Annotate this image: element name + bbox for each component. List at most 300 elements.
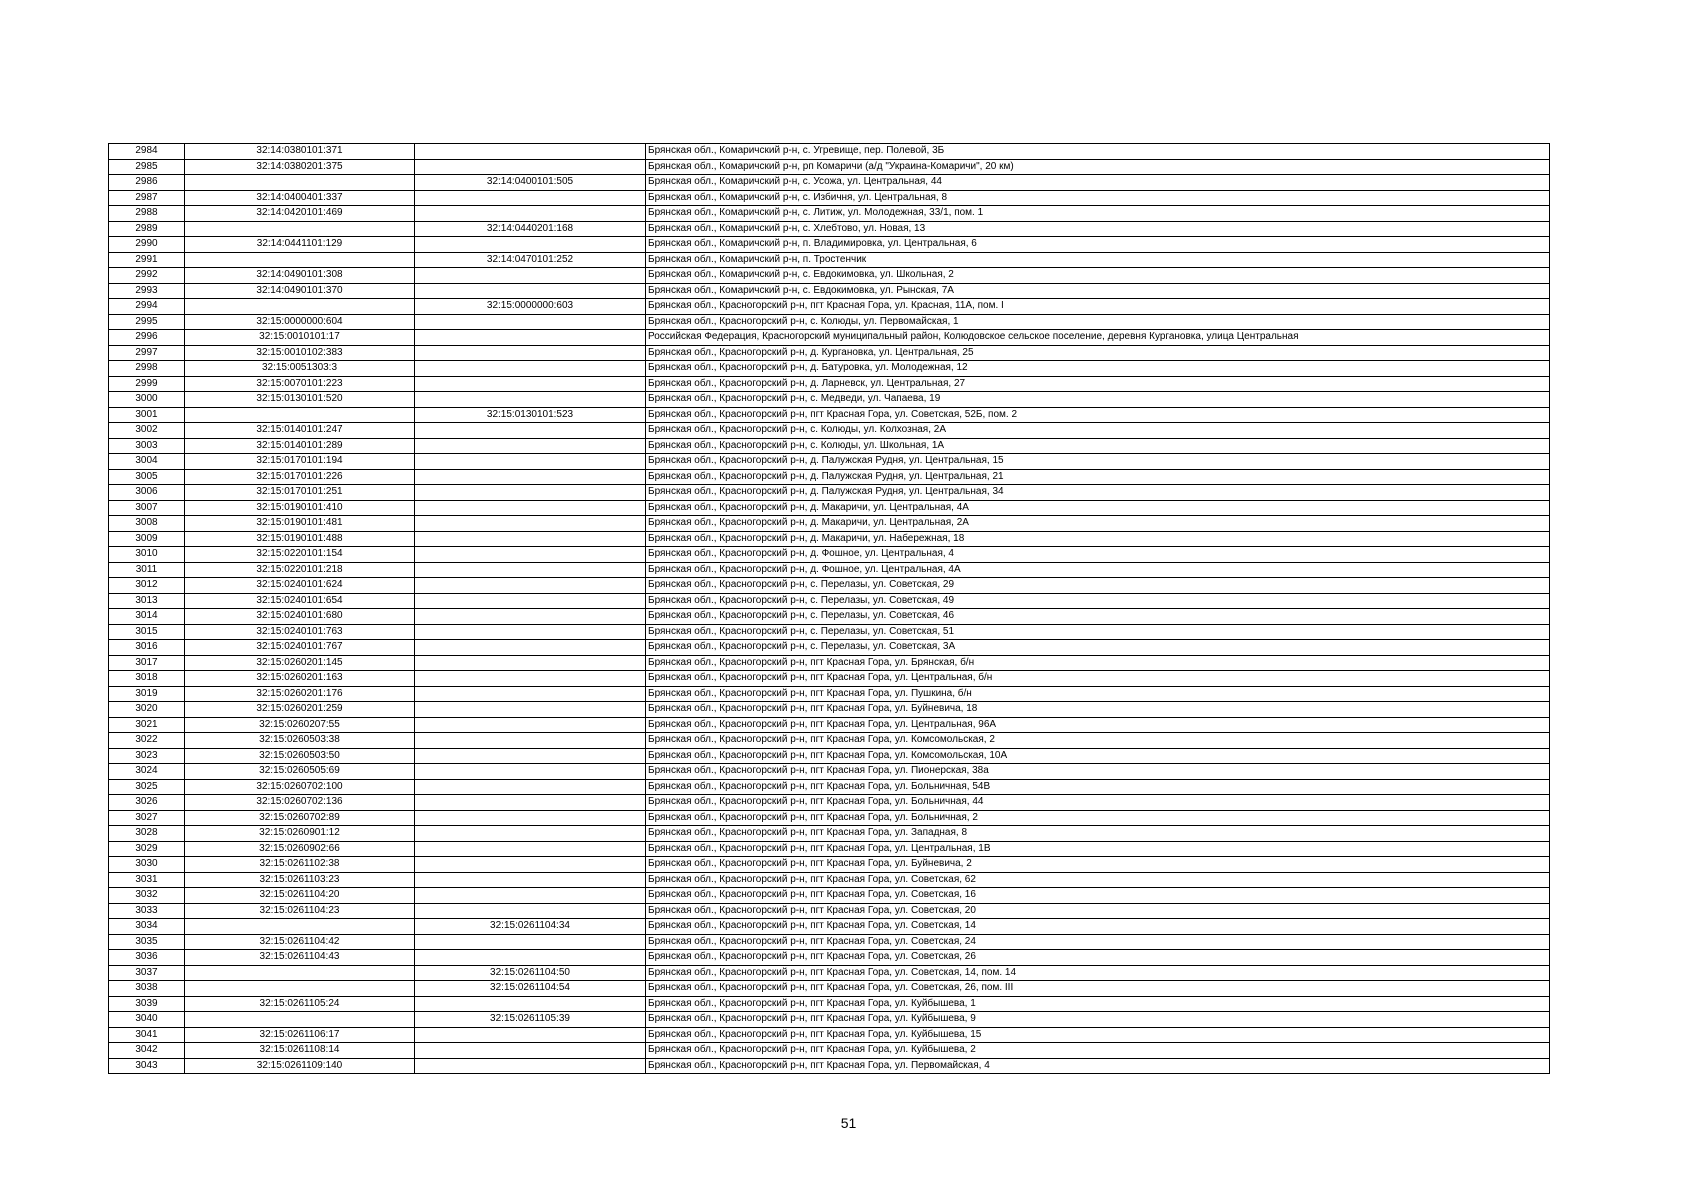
address-cell: Брянская обл., Красногорский р-н, пгт Красная Гора, ул. Советская, 14 bbox=[646, 919, 1550, 935]
cadastral-number-alt-cell bbox=[415, 392, 646, 408]
cadastral-number-cell: 32:15:0220101:218 bbox=[185, 562, 415, 578]
table-row bbox=[109, 283, 1550, 299]
cadastral-number-alt-cell bbox=[415, 423, 646, 439]
cadastral-number-alt-cell: 32:15:0261104:54 bbox=[415, 981, 646, 997]
cadastral-number-alt-cell bbox=[415, 810, 646, 826]
cadastral-number-alt-cell bbox=[415, 888, 646, 904]
cadastral-number-cell: 32:15:0260702:136 bbox=[185, 795, 415, 811]
row-number-cell: 3020 bbox=[109, 702, 185, 718]
cadastral-number-alt-cell bbox=[415, 500, 646, 516]
row-number-cell: 3032 bbox=[109, 888, 185, 904]
cadastral-number-alt-cell bbox=[415, 454, 646, 470]
cadastral-number-cell: 32:15:0170101:251 bbox=[185, 485, 415, 501]
row-number-cell: 3033 bbox=[109, 903, 185, 919]
address-cell: Брянская обл., Комаричский р-н, п. Владимировка, ул. Центральная, 6 bbox=[646, 237, 1550, 253]
cadastral-number-cell: 32:15:0260503:38 bbox=[185, 733, 415, 749]
table-row bbox=[109, 159, 1550, 175]
cadastral-number-alt-cell bbox=[415, 903, 646, 919]
address-cell: Брянская обл., Красногорский р-н, пгт Красная Гора, ул. Советская, 26 bbox=[646, 950, 1550, 966]
table-row bbox=[109, 733, 1550, 749]
address-cell: Брянская обл., Красногорский р-н, д. Ларневск, ул. Центральная, 27 bbox=[646, 376, 1550, 392]
cadastral-number-alt-cell bbox=[415, 934, 646, 950]
row-number-cell: 3005 bbox=[109, 469, 185, 485]
row-number-cell: 3037 bbox=[109, 965, 185, 981]
cadastral-number-alt-cell bbox=[415, 748, 646, 764]
cadastral-number-cell: 32:15:0260201:176 bbox=[185, 686, 415, 702]
cadastral-number-alt-cell bbox=[415, 283, 646, 299]
cadastral-number-cell: 32:15:0170101:194 bbox=[185, 454, 415, 470]
cadastral-number-cell bbox=[185, 981, 415, 997]
row-number-cell: 2987 bbox=[109, 190, 185, 206]
address-cell: Брянская обл., Красногорский р-н, пгт Красная Гора, ул. Куйбышева, 15 bbox=[646, 1027, 1550, 1043]
address-cell: Брянская обл., Красногорский р-н, пгт Красная Гора, ул. Куйбышева, 2 bbox=[646, 1043, 1550, 1059]
address-cell: Брянская обл., Красногорский р-н, пгт Красная Гора, ул. Брянская, б/н bbox=[646, 655, 1550, 671]
table-row bbox=[109, 624, 1550, 640]
table-row bbox=[109, 1027, 1550, 1043]
row-number-cell: 3030 bbox=[109, 857, 185, 873]
cadastral-number-alt-cell bbox=[415, 996, 646, 1012]
address-cell: Брянская обл., Красногорский р-н, пгт Красная Гора, ул. Советская, 16 bbox=[646, 888, 1550, 904]
row-number-cell: 2988 bbox=[109, 206, 185, 222]
cadastral-number-alt-cell bbox=[415, 857, 646, 873]
address-cell: Брянская обл., Комаричский р-н, с. Литиж, ул. Молодежная, 33/1, пом. 1 bbox=[646, 206, 1550, 222]
cadastral-number-cell: 32:15:0070101:223 bbox=[185, 376, 415, 392]
cadastral-number-cell: 32:15:0260201:145 bbox=[185, 655, 415, 671]
row-number-cell: 3004 bbox=[109, 454, 185, 470]
row-number-cell: 3040 bbox=[109, 1012, 185, 1028]
address-cell: Брянская обл., Красногорский р-н, пгт Красная Гора, ул. Куйбышева, 1 bbox=[646, 996, 1550, 1012]
table-row bbox=[109, 516, 1550, 532]
cadastral-number-alt-cell bbox=[415, 795, 646, 811]
cadastral-number-alt-cell bbox=[415, 516, 646, 532]
row-number-cell: 3016 bbox=[109, 640, 185, 656]
cadastral-number-alt-cell bbox=[415, 1058, 646, 1074]
table-row bbox=[109, 748, 1550, 764]
address-cell: Брянская обл., Красногорский р-н, д. Кургановка, ул. Центральная, 25 bbox=[646, 345, 1550, 361]
cadastral-number-alt-cell bbox=[415, 702, 646, 718]
table-row bbox=[109, 221, 1550, 237]
cadastral-number-alt-cell bbox=[415, 206, 646, 222]
table-row bbox=[109, 919, 1550, 935]
table-row bbox=[109, 175, 1550, 191]
table-row bbox=[109, 609, 1550, 625]
cadastral-number-cell: 32:15:0220101:154 bbox=[185, 547, 415, 563]
address-cell: Брянская обл., Красногорский р-н, с. Колюды, ул. Первомайская, 1 bbox=[646, 314, 1550, 330]
row-number-cell: 3008 bbox=[109, 516, 185, 532]
address-cell: Брянская обл., Красногорский р-н, пгт Красная Гора, ул. Центральная, б/н bbox=[646, 671, 1550, 687]
cadastral-number-cell: 32:15:0170101:226 bbox=[185, 469, 415, 485]
row-number-cell: 2991 bbox=[109, 252, 185, 268]
cadastral-number-cell: 32:15:0010101:17 bbox=[185, 330, 415, 346]
cadastral-number-cell: 32:15:0261103:23 bbox=[185, 872, 415, 888]
table-row bbox=[109, 299, 1550, 315]
cadastral-number-alt-cell: 32:15:0130101:523 bbox=[415, 407, 646, 423]
row-number-cell: 3022 bbox=[109, 733, 185, 749]
table-row bbox=[109, 640, 1550, 656]
address-cell: Брянская обл., Красногорский р-н, с. Перелазы, ул. Советская, 3А bbox=[646, 640, 1550, 656]
row-number-cell: 3014 bbox=[109, 609, 185, 625]
address-cell: Брянская обл., Комаричский р-н, с. Угревище, пер. Полевой, 3Б bbox=[646, 144, 1550, 160]
cadastral-number-cell: 32:14:0441101:129 bbox=[185, 237, 415, 253]
cadastral-number-alt-cell: 32:14:0400101:505 bbox=[415, 175, 646, 191]
cadastral-number-cell: 32:15:0051303:3 bbox=[185, 361, 415, 377]
cadastral-number-alt-cell bbox=[415, 717, 646, 733]
row-number-cell: 3007 bbox=[109, 500, 185, 516]
row-number-cell: 2992 bbox=[109, 268, 185, 284]
address-cell: Брянская обл., Красногорский р-н, пгт Красная Гора, ул. Пионерская, 38а bbox=[646, 764, 1550, 780]
row-number-cell: 3041 bbox=[109, 1027, 185, 1043]
cadastral-number-cell: 32:15:0260902:66 bbox=[185, 841, 415, 857]
address-cell: Брянская обл., Красногорский р-н, д. Макаричи, ул. Центральная, 4А bbox=[646, 500, 1550, 516]
table-row bbox=[109, 376, 1550, 392]
cadastral-number-cell: 32:15:0260702:89 bbox=[185, 810, 415, 826]
address-cell: Брянская обл., Комаричский р-н, рп Комаричи (а/д "Украина-Комаричи", 20 км) bbox=[646, 159, 1550, 175]
table-row bbox=[109, 237, 1550, 253]
cadastral-number-alt-cell bbox=[415, 361, 646, 377]
row-number-cell: 3025 bbox=[109, 779, 185, 795]
address-cell: Брянская обл., Комаричский р-н, п. Тростенчик bbox=[646, 252, 1550, 268]
table-row bbox=[109, 485, 1550, 501]
cadastral-number-alt-cell bbox=[415, 578, 646, 594]
row-number-cell: 3026 bbox=[109, 795, 185, 811]
cadastral-number-cell: 32:15:0260503:50 bbox=[185, 748, 415, 764]
cadastral-number-alt-cell bbox=[415, 144, 646, 160]
cadastral-number-cell: 32:15:0261106:17 bbox=[185, 1027, 415, 1043]
table-row bbox=[109, 996, 1550, 1012]
cadastral-number-cell: 32:15:0260201:259 bbox=[185, 702, 415, 718]
table-row bbox=[109, 407, 1550, 423]
row-number-cell: 3012 bbox=[109, 578, 185, 594]
cadastral-number-alt-cell bbox=[415, 345, 646, 361]
table-row bbox=[109, 934, 1550, 950]
table-row bbox=[109, 454, 1550, 470]
cadastral-number-cell: 32:15:0261104:20 bbox=[185, 888, 415, 904]
cadastral-number-alt-cell bbox=[415, 872, 646, 888]
row-number-cell: 2993 bbox=[109, 283, 185, 299]
table-row bbox=[109, 361, 1550, 377]
cadastral-number-alt-cell bbox=[415, 330, 646, 346]
table-row bbox=[109, 764, 1550, 780]
cadastral-number-cell: 32:14:0490101:308 bbox=[185, 268, 415, 284]
cadastral-number-alt-cell bbox=[415, 159, 646, 175]
cadastral-number-cell: 32:14:0420101:469 bbox=[185, 206, 415, 222]
row-number-cell: 3010 bbox=[109, 547, 185, 563]
table-row bbox=[109, 423, 1550, 439]
address-cell: Брянская обл., Красногорский р-н, д. Макаричи, ул. Центральная, 2А bbox=[646, 516, 1550, 532]
cadastral-number-alt-cell bbox=[415, 547, 646, 563]
cadastral-number-cell: 32:15:0261104:23 bbox=[185, 903, 415, 919]
address-cell: Брянская обл., Красногорский р-н, пгт Красная Гора, ул. Советская, 62 bbox=[646, 872, 1550, 888]
address-cell: Брянская обл., Красногорский р-н, пгт Красная Гора, ул. Центральная, 96А bbox=[646, 717, 1550, 733]
address-cell: Брянская обл., Красногорский р-н, с. Перелазы, ул. Советская, 49 bbox=[646, 593, 1550, 609]
table-row bbox=[109, 562, 1550, 578]
table-row bbox=[109, 593, 1550, 609]
table-row bbox=[109, 965, 1550, 981]
cadastral-number-cell: 32:15:0260201:163 bbox=[185, 671, 415, 687]
address-cell: Брянская обл., Красногорский р-н, с. Колюды, ул. Школьная, 1А bbox=[646, 438, 1550, 454]
row-number-cell: 2996 bbox=[109, 330, 185, 346]
table-row bbox=[109, 330, 1550, 346]
address-cell: Брянская обл., Красногорский р-н, пгт Красная Гора, ул. Советская, 52Б, пом. 2 bbox=[646, 407, 1550, 423]
row-number-cell: 3003 bbox=[109, 438, 185, 454]
address-cell: Брянская обл., Красногорский р-н, пгт Красная Гора, ул. Куйбышева, 9 bbox=[646, 1012, 1550, 1028]
row-number-cell: 2999 bbox=[109, 376, 185, 392]
row-number-cell: 3023 bbox=[109, 748, 185, 764]
table-row bbox=[109, 314, 1550, 330]
table-row bbox=[109, 438, 1550, 454]
cadastral-number-cell: 32:15:0000000:604 bbox=[185, 314, 415, 330]
cadastral-number-cell: 32:15:0240101:654 bbox=[185, 593, 415, 609]
cadastral-number-alt-cell bbox=[415, 469, 646, 485]
table-row bbox=[109, 872, 1550, 888]
cadastral-number-cell: 32:15:0010102:383 bbox=[185, 345, 415, 361]
table-row bbox=[109, 500, 1550, 516]
address-cell: Брянская обл., Красногорский р-н, с. Медведи, ул. Чапаева, 19 bbox=[646, 392, 1550, 408]
cadastral-number-cell: 32:15:0240101:767 bbox=[185, 640, 415, 656]
cadastral-number-alt-cell bbox=[415, 562, 646, 578]
cadastral-number-alt-cell bbox=[415, 826, 646, 842]
table-row bbox=[109, 547, 1550, 563]
address-cell: Брянская обл., Красногорский р-н, д. Макаричи, ул. Набережная, 18 bbox=[646, 531, 1550, 547]
table-row bbox=[109, 810, 1550, 826]
row-number-cell: 2998 bbox=[109, 361, 185, 377]
address-cell: Брянская обл., Красногорский р-н, пгт Красная Гора, ул. Больничная, 54В bbox=[646, 779, 1550, 795]
row-number-cell: 2989 bbox=[109, 221, 185, 237]
row-number-cell: 2990 bbox=[109, 237, 185, 253]
cadastral-number-alt-cell bbox=[415, 779, 646, 795]
table-row bbox=[109, 888, 1550, 904]
address-cell: Брянская обл., Красногорский р-н, пгт Красная Гора, ул. Буйневича, 2 bbox=[646, 857, 1550, 873]
row-number-cell: 3015 bbox=[109, 624, 185, 640]
table-row bbox=[109, 392, 1550, 408]
row-number-cell: 3024 bbox=[109, 764, 185, 780]
cadastral-number-alt-cell bbox=[415, 609, 646, 625]
address-cell: Брянская обл., Красногорский р-н, д. Палужская Рудня, ул. Центральная, 21 bbox=[646, 469, 1550, 485]
address-cell: Брянская обл., Комаричский р-н, с. Избичня, ул. Центральная, 8 bbox=[646, 190, 1550, 206]
address-cell: Брянская обл., Красногорский р-н, пгт Красная Гора, ул. Первомайская, 4 bbox=[646, 1058, 1550, 1074]
address-cell: Брянская обл., Красногорский р-н, с. Перелазы, ул. Советская, 51 bbox=[646, 624, 1550, 640]
cadastral-number-alt-cell bbox=[415, 268, 646, 284]
table-row bbox=[109, 950, 1550, 966]
row-number-cell: 2986 bbox=[109, 175, 185, 191]
address-cell: Российская Федерация, Красногорский муниципальный район, Колюдовское сельское поселение, деревня Кургановка, улица Центральная bbox=[646, 330, 1550, 346]
row-number-cell: 3031 bbox=[109, 872, 185, 888]
address-cell: Брянская обл., Красногорский р-н, пгт Красная Гора, ул. Центральная, 1В bbox=[646, 841, 1550, 857]
row-number-cell: 3035 bbox=[109, 934, 185, 950]
cadastral-number-cell bbox=[185, 407, 415, 423]
table-row bbox=[109, 144, 1550, 160]
row-number-cell: 2984 bbox=[109, 144, 185, 160]
address-cell: Брянская обл., Красногорский р-н, пгт Красная Гора, ул. Больничная, 44 bbox=[646, 795, 1550, 811]
row-number-cell: 3034 bbox=[109, 919, 185, 935]
address-cell: Брянская обл., Красногорский р-н, пгт Красная Гора, ул. Комсомольская, 2 bbox=[646, 733, 1550, 749]
cadastral-number-cell: 32:15:0261108:14 bbox=[185, 1043, 415, 1059]
address-cell: Брянская обл., Красногорский р-н, пгт Красная Гора, ул. Советская, 20 bbox=[646, 903, 1550, 919]
cadastral-number-cell: 32:15:0190101:410 bbox=[185, 500, 415, 516]
cadastral-number-cell: 32:15:0260901:12 bbox=[185, 826, 415, 842]
table-row bbox=[109, 702, 1550, 718]
cadastral-number-alt-cell: 32:14:0470101:252 bbox=[415, 252, 646, 268]
cadastral-number-cell: 32:15:0240101:624 bbox=[185, 578, 415, 594]
cadastral-number-cell bbox=[185, 175, 415, 191]
cadastral-number-cell bbox=[185, 221, 415, 237]
cadastral-number-cell: 32:14:0400401:337 bbox=[185, 190, 415, 206]
row-number-cell: 3018 bbox=[109, 671, 185, 687]
row-number-cell: 3001 bbox=[109, 407, 185, 423]
address-cell: Брянская обл., Красногорский р-н, д. Палужская Рудня, ул. Центральная, 34 bbox=[646, 485, 1550, 501]
address-cell: Брянская обл., Красногорский р-н, с. Перелазы, ул. Советская, 29 bbox=[646, 578, 1550, 594]
row-number-cell: 2994 bbox=[109, 299, 185, 315]
table-row bbox=[109, 252, 1550, 268]
address-cell: Брянская обл., Комаричский р-н, с. Евдокимовка, ул. Школьная, 2 bbox=[646, 268, 1550, 284]
cadastral-number-alt-cell bbox=[415, 686, 646, 702]
row-number-cell: 3043 bbox=[109, 1058, 185, 1074]
table-row bbox=[109, 578, 1550, 594]
table-row bbox=[109, 671, 1550, 687]
address-cell: Брянская обл., Красногорский р-н, с. Перелазы, ул. Советская, 46 bbox=[646, 609, 1550, 625]
table-row bbox=[109, 686, 1550, 702]
address-cell: Брянская обл., Красногорский р-н, пгт Красная Гора, ул. Советская, 26, пом. III bbox=[646, 981, 1550, 997]
row-number-cell: 3027 bbox=[109, 810, 185, 826]
cadastral-number-cell: 32:15:0140101:289 bbox=[185, 438, 415, 454]
table-row bbox=[109, 795, 1550, 811]
row-number-cell: 3042 bbox=[109, 1043, 185, 1059]
table-row bbox=[109, 469, 1550, 485]
cadastral-number-cell: 32:15:0240101:680 bbox=[185, 609, 415, 625]
row-number-cell: 3019 bbox=[109, 686, 185, 702]
address-cell: Брянская обл., Красногорский р-н, пгт Красная Гора, ул. Советская, 24 bbox=[646, 934, 1550, 950]
table-row bbox=[109, 268, 1550, 284]
cadastral-number-alt-cell bbox=[415, 950, 646, 966]
cadastral-number-cell: 32:15:0260207:55 bbox=[185, 717, 415, 733]
table-row bbox=[109, 826, 1550, 842]
row-number-cell: 3021 bbox=[109, 717, 185, 733]
row-number-cell: 3038 bbox=[109, 981, 185, 997]
address-cell: Брянская обл., Красногорский р-н, пгт Красная Гора, ул. Пушкина, б/н bbox=[646, 686, 1550, 702]
table-row bbox=[109, 981, 1550, 997]
address-cell: Брянская обл., Красногорский р-н, пгт Красная Гора, ул. Советская, 14, пом. 14 bbox=[646, 965, 1550, 981]
cadastral-number-alt-cell: 32:15:0000000:603 bbox=[415, 299, 646, 315]
cadastral-number-alt-cell bbox=[415, 376, 646, 392]
cadastral-number-alt-cell bbox=[415, 531, 646, 547]
cadastral-number-cell: 32:15:0260505:69 bbox=[185, 764, 415, 780]
registry-table bbox=[108, 143, 1550, 1074]
cadastral-number-cell: 32:15:0260702:100 bbox=[185, 779, 415, 795]
page-number: 51 bbox=[840, 1115, 857, 1131]
cadastral-number-alt-cell bbox=[415, 841, 646, 857]
row-number-cell: 2985 bbox=[109, 159, 185, 175]
cadastral-number-cell: 32:14:0380201:375 bbox=[185, 159, 415, 175]
table-body bbox=[109, 144, 1550, 1074]
row-number-cell: 3009 bbox=[109, 531, 185, 547]
table-row bbox=[109, 1012, 1550, 1028]
cadastral-number-alt-cell bbox=[415, 314, 646, 330]
address-cell: Брянская обл., Красногорский р-н, с. Колюды, ул. Колхозная, 2А bbox=[646, 423, 1550, 439]
cadastral-number-alt-cell bbox=[415, 438, 646, 454]
table-row bbox=[109, 655, 1550, 671]
cadastral-number-cell bbox=[185, 919, 415, 935]
cadastral-number-alt-cell bbox=[415, 671, 646, 687]
address-cell: Брянская обл., Красногорский р-н, пгт Красная Гора, ул. Буйневича, 18 bbox=[646, 702, 1550, 718]
address-cell: Брянская обл., Комаричский р-н, с. Хлебтово, ул. Новая, 13 bbox=[646, 221, 1550, 237]
cadastral-number-cell: 32:15:0261105:24 bbox=[185, 996, 415, 1012]
cadastral-number-cell: 32:15:0261102:38 bbox=[185, 857, 415, 873]
cadastral-number-cell: 32:15:0261109:140 bbox=[185, 1058, 415, 1074]
cadastral-number-alt-cell bbox=[415, 1027, 646, 1043]
cadastral-number-alt-cell bbox=[415, 1043, 646, 1059]
cadastral-number-alt-cell: 32:15:0261105:39 bbox=[415, 1012, 646, 1028]
row-number-cell: 2997 bbox=[109, 345, 185, 361]
address-cell: Брянская обл., Красногорский р-н, д. Фошное, ул. Центральная, 4А bbox=[646, 562, 1550, 578]
row-number-cell: 3017 bbox=[109, 655, 185, 671]
address-cell: Брянская обл., Красногорский р-н, д. Батуровка, ул. Молодежная, 12 bbox=[646, 361, 1550, 377]
row-number-cell: 3006 bbox=[109, 485, 185, 501]
row-number-cell: 3011 bbox=[109, 562, 185, 578]
address-cell: Брянская обл., Красногорский р-н, д. Палужская Рудня, ул. Центральная, 15 bbox=[646, 454, 1550, 470]
address-cell: Брянская обл., Красногорский р-н, пгт Красная Гора, ул. Западная, 8 bbox=[646, 826, 1550, 842]
cadastral-number-cell: 32:14:0490101:370 bbox=[185, 283, 415, 299]
table-row bbox=[109, 779, 1550, 795]
table-row bbox=[109, 717, 1550, 733]
row-number-cell: 3013 bbox=[109, 593, 185, 609]
table-row bbox=[109, 190, 1550, 206]
cadastral-number-alt-cell bbox=[415, 640, 646, 656]
row-number-cell: 3000 bbox=[109, 392, 185, 408]
cadastral-number-cell: 32:15:0130101:520 bbox=[185, 392, 415, 408]
cadastral-number-cell: 32:15:0190101:481 bbox=[185, 516, 415, 532]
row-number-cell: 3028 bbox=[109, 826, 185, 842]
cadastral-number-alt-cell bbox=[415, 655, 646, 671]
table-row bbox=[109, 857, 1550, 873]
table-row bbox=[109, 841, 1550, 857]
cadastral-number-cell: 32:15:0261104:42 bbox=[185, 934, 415, 950]
cadastral-number-cell: 32:14:0380101:371 bbox=[185, 144, 415, 160]
cadastral-number-cell: 32:15:0190101:488 bbox=[185, 531, 415, 547]
row-number-cell: 3039 bbox=[109, 996, 185, 1012]
cadastral-number-alt-cell bbox=[415, 485, 646, 501]
cadastral-number-alt-cell: 32:15:0261104:50 bbox=[415, 965, 646, 981]
cadastral-number-alt-cell bbox=[415, 624, 646, 640]
address-cell: Брянская обл., Комаричский р-н, с. Евдокимовка, ул. Рынская, 7А bbox=[646, 283, 1550, 299]
address-cell: Брянская обл., Красногорский р-н, д. Фошное, ул. Центральная, 4 bbox=[646, 547, 1550, 563]
table-row bbox=[109, 531, 1550, 547]
cadastral-number-cell bbox=[185, 1012, 415, 1028]
row-number-cell: 3036 bbox=[109, 950, 185, 966]
table-row bbox=[109, 206, 1550, 222]
cadastral-number-cell bbox=[185, 965, 415, 981]
cadastral-number-alt-cell: 32:15:0261104:34 bbox=[415, 919, 646, 935]
cadastral-number-cell: 32:15:0240101:763 bbox=[185, 624, 415, 640]
address-cell: Брянская обл., Красногорский р-н, пгт Красная Гора, ул. Красная, 11А, пом. I bbox=[646, 299, 1550, 315]
cadastral-number-cell bbox=[185, 299, 415, 315]
table-row bbox=[109, 345, 1550, 361]
address-cell: Брянская обл., Красногорский р-н, пгт Красная Гора, ул. Комсомольская, 10А bbox=[646, 748, 1550, 764]
cadastral-number-alt-cell bbox=[415, 764, 646, 780]
row-number-cell: 2995 bbox=[109, 314, 185, 330]
address-cell: Брянская обл., Комаричский р-н, с. Усожа, ул. Центральная, 44 bbox=[646, 175, 1550, 191]
cadastral-number-alt-cell bbox=[415, 190, 646, 206]
cadastral-number-alt-cell: 32:14:0440201:168 bbox=[415, 221, 646, 237]
cadastral-number-cell: 32:15:0261104:43 bbox=[185, 950, 415, 966]
cadastral-number-alt-cell bbox=[415, 237, 646, 253]
table-row bbox=[109, 1043, 1550, 1059]
cadastral-number-cell: 32:15:0140101:247 bbox=[185, 423, 415, 439]
table-row bbox=[109, 1058, 1550, 1074]
row-number-cell: 3029 bbox=[109, 841, 185, 857]
table-row bbox=[109, 903, 1550, 919]
cadastral-number-alt-cell bbox=[415, 593, 646, 609]
cadastral-number-cell bbox=[185, 252, 415, 268]
